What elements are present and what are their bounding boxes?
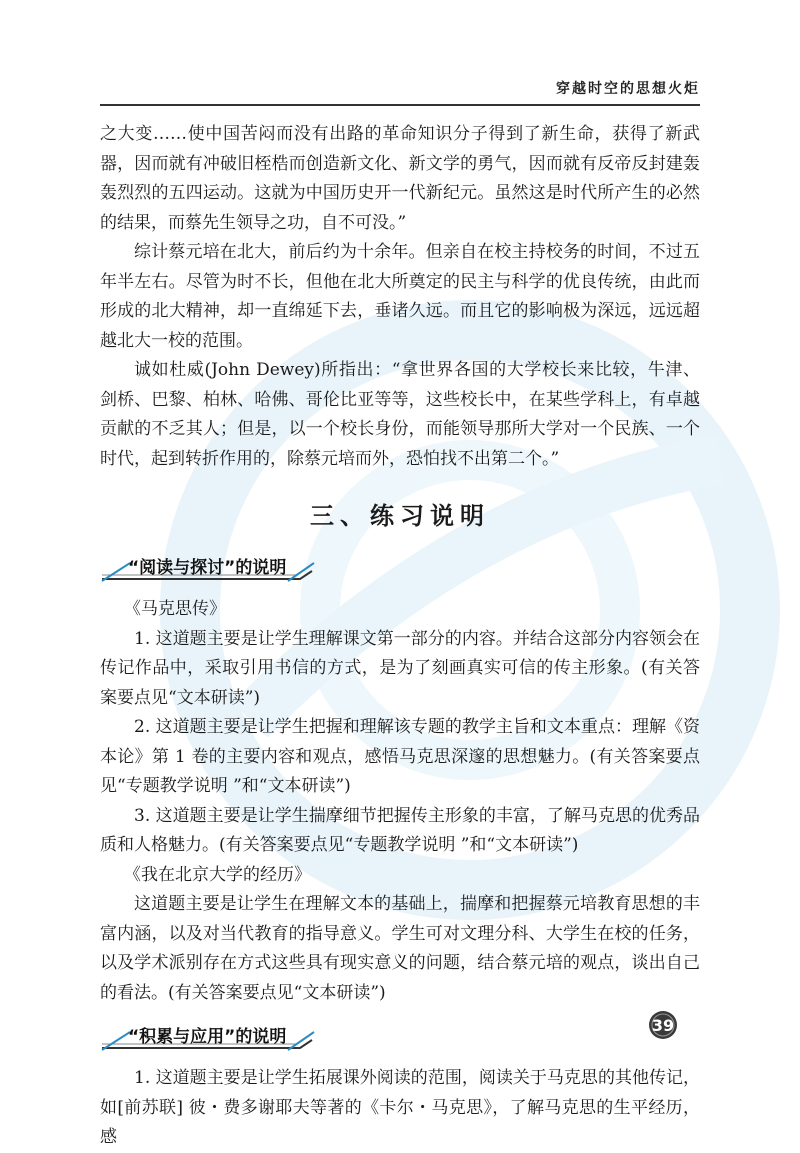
section-title: 三、练习说明 [310, 502, 490, 530]
page-number: 39 [651, 1015, 675, 1035]
subheading-banner [100, 1018, 320, 1052]
subheading-label: “积累与应用”的说明 [128, 1027, 287, 1047]
page-number-badge [648, 1010, 678, 1040]
subheading-label: “阅读与探讨”的说明 [128, 558, 287, 578]
running-header [100, 60, 700, 106]
paragraph: 之大变……使中国苦闷而没有出路的革命知识分子得到了新生命，获得了新武器，因而就有冲破旧桎梏而创造新文化、新文学的勇气，因而就有反帝反封建轰轰烈烈的五四运动。这就为中国历史开一代新纪元。虽然这是时代所产生的必然的结果，而蔡先生领导之功，自不可没。” [100, 124, 700, 233]
exercise-item: 1. 这道题主要是让学生拓展课外阅读的范围，阅读关于马克思的其他传记，如[前苏联] 彼・费多谢耶夫等著的《卡尔・马克思》，了解马克思的生平经历，感 [100, 1068, 700, 1147]
book-title: 《我在北京大学的经历》 [124, 864, 311, 885]
paragraph: 诚如杜威(John Dewey)所指出：“拿世界各国的大学校长来比较，牛津、剑桥、巴黎、柏林、哈佛、哥伦比亚等等，这些校长中，在某些学科上，有卓越贡献的不乏其人；但是，以一个校长身份，而能领导那所大学对一个民族、一个时代，起到转折作用的，除蔡元培而外，恐怕找不出第二个。” [100, 360, 700, 469]
exercise-item: 1. 这道题主要是让学生理解课文第一部分的内容。并结合这部分内容领会在传记作品中，采取引用书信的方式，是为了刻画真实可信的传主形象。(有关答案要点见“文本研读”) [100, 628, 700, 708]
paragraph: 综计蔡元培在北大，前后约为十余年。但亲自在校主持校务的时间，不过五年半左右。尽管为时不长，但他在北大所奠定的民主与科学的优良传统，由此而形成的北大精神，却一直绵延下去，垂诸久远。而且它的影响极为深远，远远超越北大一校的范围。 [100, 242, 700, 351]
main-content [100, 120, 700, 1153]
subheading-banner [100, 549, 320, 583]
exercise-item: 2. 这道题主要是让学生把握和理解该专题的教学主旨和文本重点：理解《资本论》第 1 卷的主要内容和观点，感悟马克思深邃的思想魅力。(有关答案要点见“专题教学说明 ”和“文本研读”) [100, 717, 700, 796]
book-title: 《马克思传》 [124, 599, 226, 619]
exercise-item: 这道题主要是让学生在理解文本的基础上，揣摩和把握蔡元培教育思想的丰富内涵，以及对当代教育的指导意义。学生可对文理分科、大学生在校的任务，以及学术派别存在方式这些具有现实意义的问题，结合蔡元培的观点，谈出自己的看法。(有关答案要点见“文本研读”) [100, 894, 700, 1003]
running-title: 穿越时空的思想火炬 [556, 81, 700, 97]
exercise-item: 3. 这道题主要是让学生揣摩细节把握传主形象的丰富，了解马克思的优秀品质和人格魅力。(有关答案要点见“专题教学说明 ”和“文本研读”) [100, 805, 700, 855]
